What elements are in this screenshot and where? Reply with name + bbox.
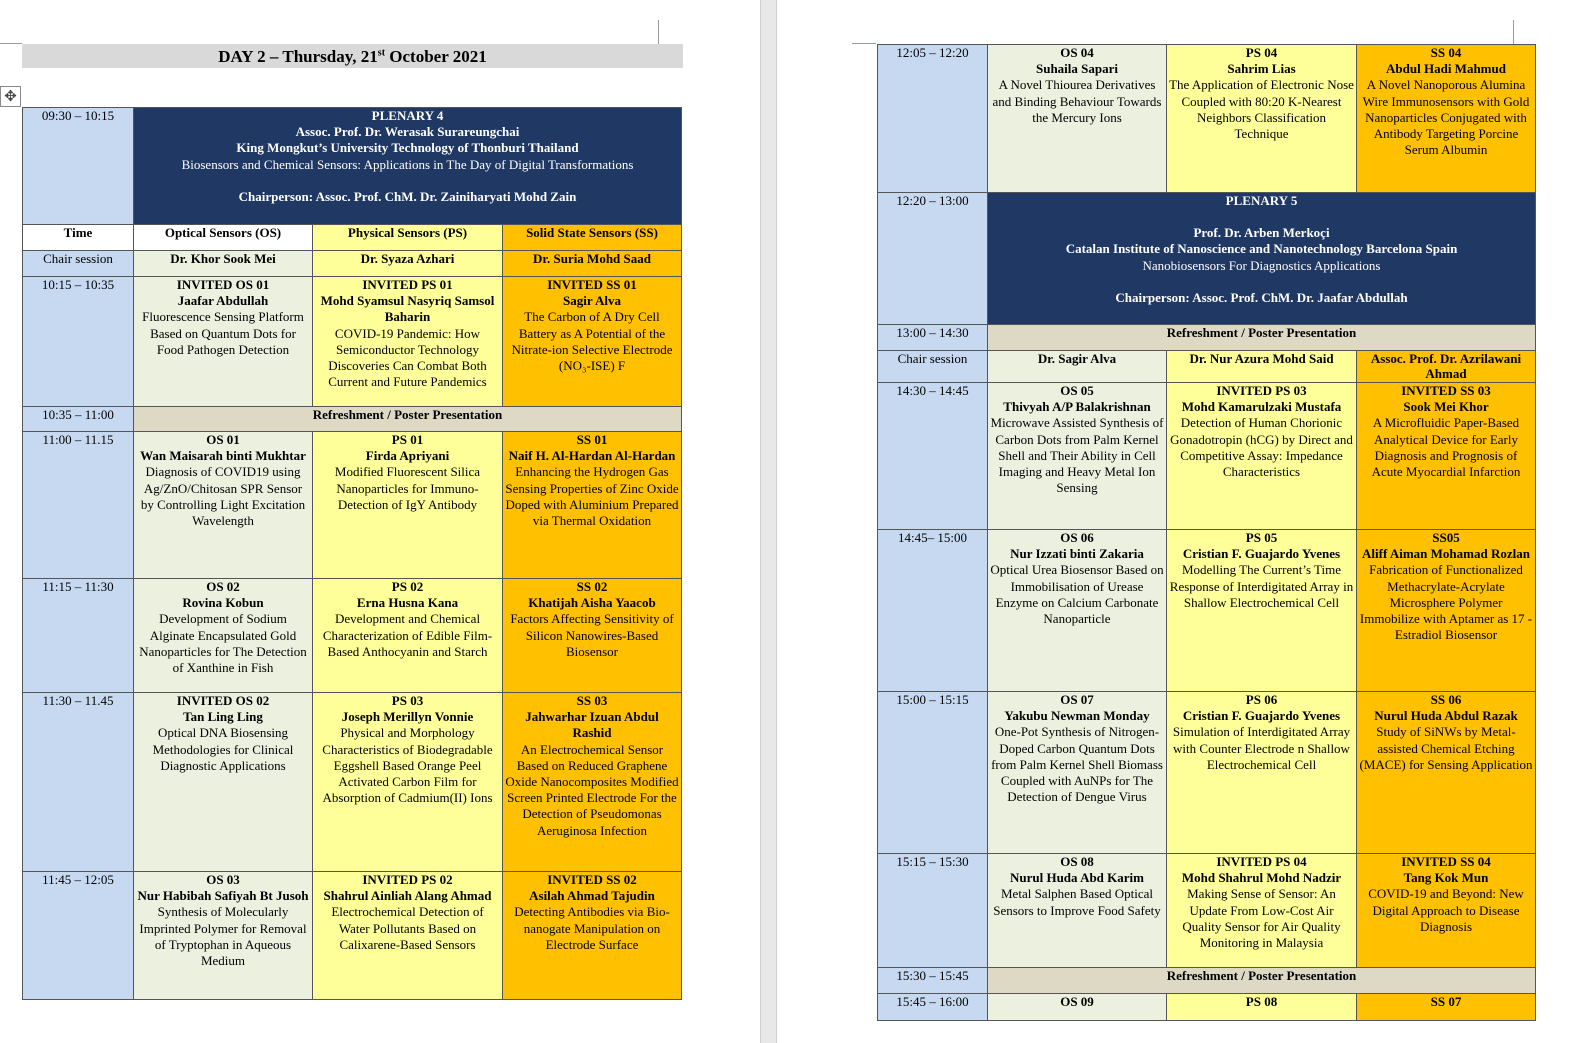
session-row [878,854,1536,968]
talk-author: Jaafar Abdullah [177,293,269,309]
talk-author: Mohd Shahrul Mohd Nadzir [1181,870,1342,886]
talk-author: Thivyah A/P Balakrishnan [1003,399,1151,415]
plenary-row [23,108,682,225]
session-row [878,994,1536,1021]
time-cell: 14:45– 15:00 [878,530,988,692]
talk-author: Firda Apriyani [365,448,450,464]
talk-code: INVITED PS 02 [362,872,453,887]
talk-cell-ss [1357,383,1536,530]
time-cell: 11:00 – 11.15 [23,432,134,579]
talk-title: Fabrication of Functionalized Methacrylate-Acrylate Microsphere Polymer Immobilize with Aptamer as 17 - Estradiol Biosensor [1359,562,1533,643]
talk-author: Tang Kok Mun [1403,870,1489,886]
session-row [878,530,1536,692]
session-row [23,872,682,1000]
plenary-chair: Chairperson: Assoc. Prof. ChM. Dr. Zainiharyati Mohd Zain [238,188,577,204]
plenary-title: PLENARY 4 [371,108,444,123]
move-arrows-icon: ✥ [4,87,17,105]
talk-code: INVITED PS 01 [362,277,453,292]
talk-cell-os [134,277,313,407]
talk-cell-os [988,530,1167,692]
schedule-table-day2-part2 [877,44,1536,1021]
talk-code: PS 05 [1245,530,1278,545]
day-heading-text: DAY 2 – Thursday, 21 [218,47,378,66]
session-row [878,383,1536,530]
refreshment-row [878,968,1536,994]
talk-title: COVID-19 Pandemic: How Semiconductor Technology Discoveries Can Combat Both Current and Future Pandemics [328,325,487,390]
talk-code: SS 02 [576,579,608,594]
talk-code: OS 08 [1060,854,1094,869]
talk-cell-ps [1167,692,1357,854]
talk-title: The Application of Electronic Nose Coupled with 80:20 K-Nearest Neighbors Classification Technique [1169,77,1354,142]
talk-title: Optical DNA Biosensing Methodologies for Clinical Diagnostic Applications [152,725,294,773]
day-heading-tail: October 2021 [385,47,487,66]
chair-session-row [878,351,1536,383]
talk-code: SS05 [1432,530,1460,545]
talk-code: OS 06 [1060,530,1094,545]
refreshment-cell: Refreshment / Poster Presentation [988,968,1536,994]
crop-mark [852,20,876,44]
session-row [23,579,682,693]
talk-cell-ps [313,432,503,579]
talk-author: Tan Ling Ling [183,709,263,725]
talk-title: Modelling The Current’s Time Response of Interdigitated Array in Shallow Electrochemical Cell [1169,562,1354,610]
day-heading-sup: st [377,47,386,59]
talk-author: Sook Mei Khor [1403,399,1489,415]
time-cell: 10:35 – 11:00 [23,407,134,432]
table-move-handle[interactable] [0,86,21,107]
talk-code: SS 04 [1430,45,1462,60]
talk-cell-ss [503,277,682,407]
talk-title: Electrochemical Detection of Water Pollutants Based on Calixarene-Based Sensors [331,904,484,952]
talk-author: Sagir Alva [563,293,621,309]
plenary-title: PLENARY 5 [1225,193,1298,208]
talk-code: PS 03 [391,693,424,708]
talk-author: Sahrim Lias [1227,61,1296,77]
session-row [878,45,1536,193]
session-row [23,432,682,579]
chair-ss: Assoc. Prof. Dr. Azrilawani Ahmad [1357,351,1536,383]
chair-ss: Dr. Suria Mohd Saad [503,251,682,277]
talk-code: PS 04 [1245,45,1278,60]
plenary-talk: Nanobiosensors For Diagnostics Applications [1142,257,1381,273]
talk-cell-ss [503,693,682,872]
talk-author: Mohd Syamsul Nasyriq Samsol Baharin [320,293,495,325]
talk-code: INVITED SS 04 [1401,854,1491,869]
time-cell: 11:30 – 11.45 [23,693,134,872]
document-page-2 [778,0,1595,1043]
talk-cell-ss [1357,692,1536,854]
time-cell: 15:00 – 15:15 [878,692,988,854]
talk-code: PS 08 [1167,994,1357,1021]
talk-cell-os [988,383,1167,530]
talk-title: Diagnosis of COVID19 using Ag/ZnO/Chitosan SPR Sensor by Controlling Light Excitation Wavelength [140,464,306,529]
talk-title: A Novel Nanoporous Alumina Wire Immunosensors with Gold Nanoparticles Conjugated with Antibody Targeting Porcine Serum Albumin [1362,77,1530,158]
time-cell: 11:45 – 12:05 [23,872,134,1000]
talk-code: SS 01 [576,432,608,447]
page-gutter [760,0,777,1043]
talk-code: SS 07 [1357,994,1536,1021]
talk-author: Wan Maisarah binti Mukhtar [140,448,306,464]
refreshment-row [23,407,682,432]
document-page-1 [0,0,760,1043]
talk-code: OS 01 [206,432,240,447]
talk-author: Aliff Aiman Mohamad Rozlan [1362,546,1530,562]
talk-title: Microwave Assisted Synthesis of Carbon Dots from Palm Kernel Shell and Their Ability in Cell Imaging and Heavy Metal Ion Sensing [990,415,1164,496]
session-row [23,693,682,872]
schedule-table-day2-part1 [22,107,682,1000]
talk-title: Making Sense of Sensor: An Update From Low-Cost Air Quality Sensor for Air Quality Monitoring in Malaysia [1182,886,1341,951]
talk-code: OS 07 [1060,692,1094,707]
talk-author: Rovina Kobun [182,595,264,611]
talk-title: Detecting Antibodies via Bio-nanogate Manipulation on Electrode Surface [514,904,670,952]
time-cell: 15:45 – 16:00 [878,994,988,1021]
talk-code: OS 09 [988,994,1167,1021]
talk-cell-os [988,692,1167,854]
refreshment-row [878,325,1536,351]
time-cell: 15:30 – 15:45 [878,968,988,994]
talk-title: The Carbon of A Dry Cell Battery as A Potential of the Nitrate-ion Selective Electrode (NO₃-ISE) F [511,309,673,374]
time-cell: 10:15 – 10:35 [23,277,134,407]
crop-mark [0,20,22,44]
talk-title: Study of SiNWs by Metal-assisted Chemical Etching (MACE) for Sensing Application [1359,724,1533,772]
talk-cell-ps [1167,854,1357,968]
talk-cell-ss [1357,854,1536,968]
talk-cell-os [988,854,1167,968]
talk-title: Fluorescence Sensing Platform Based on Quantum Dots for Food Pathogen Detection [142,309,304,357]
talk-author: Jahwarhar Izuan Abdul Rashid [525,709,659,741]
talk-code: INVITED OS 02 [176,693,270,708]
talk-title: Development of Sodium Alginate Encapsulated Gold Nanoparticles for The Detection of Xanthine in Fish [139,611,307,676]
talk-title: Enhancing the Hydrogen Gas Sensing Properties of Zinc Oxide Doped with Aluminium Prepared via Thermal Oxidation [505,464,679,529]
talk-cell-ss [503,579,682,693]
header-ss: Solid State Sensors (SS) [503,225,682,251]
talk-author: Cristian F. Guajardo Yvenes [1182,708,1341,724]
talk-author: Erna Husna Kana [356,595,459,611]
crop-mark [658,20,682,44]
talk-author: Asilah Ahmad Tajudin [529,888,655,904]
column-header-row [23,225,682,251]
time-cell: 13:00 – 14:30 [878,325,988,351]
talk-cell-os [134,432,313,579]
plenary-affiliation: Catalan Institute of Nanoscience and Nanotechnology Barcelona Spain [1065,241,1458,257]
talk-cell-os [134,579,313,693]
talk-cell-os [134,693,313,872]
plenary-speaker: Assoc. Prof. Dr. Werasak Surareungchai [295,124,520,140]
talk-author: Cristian F. Guajardo Yvenes [1182,546,1341,562]
talk-code: INVITED PS 03 [1216,383,1307,398]
time-cell: 15:15 – 15:30 [878,854,988,968]
talk-cell-os [134,872,313,1000]
plenary-affiliation: King Mongkut’s University Technology of Thonburi Thailand [236,140,579,156]
talk-author: Nur Habibah Safiyah Bt Jusoh [137,888,309,904]
session-row [23,277,682,407]
talk-title: Physical and Morphology Characteristics of Biodegradable Eggshell Based Orange Peel Activated Carbon Film for Absorption of Cadmium(II) Ions [322,725,493,806]
talk-code: OS 03 [206,872,240,887]
crop-mark [1513,20,1537,44]
talk-title: Factors Affecting Sensitivity of Silicon Nanowires-Based Biosensor [510,611,674,659]
talk-code: OS 04 [1060,45,1094,60]
talk-title: Development and Chemical Characterization of Edible Film-Based Anthocyanin and Starch [322,611,493,659]
talk-code: PS 02 [391,579,424,594]
time-cell: 09:30 – 10:15 [23,108,134,225]
talk-cell-ps [1167,383,1357,530]
talk-cell-ss [503,872,682,1000]
header-ps: Physical Sensors (PS) [313,225,503,251]
plenary-row [878,193,1536,325]
talk-author: Joseph Merillyn Vonnie [341,709,474,725]
time-cell: 14:30 – 14:45 [878,383,988,530]
chair-session-label: Chair session [878,351,988,383]
talk-author: Yakubu Newman Monday [1004,708,1150,724]
chair-session-label: Chair session [23,251,134,277]
talk-author: Mohd Kamarulzaki Mustafa [1181,399,1342,415]
talk-title: Optical Urea Biosensor Based on Immobilisation of Urease Enzyme on Calcium Carbonate Nanoparticle [990,562,1164,627]
talk-code: SS 06 [1430,692,1462,707]
talk-author: Nurul Huda Abdul Razak [1374,708,1518,724]
talk-title: A Microfluidic Paper-Based Analytical Device for Early Diagnosis and Prognosis of Acute Myocardial Infarction [1371,415,1521,480]
talk-cell-ps [313,277,503,407]
plenary-speaker: Prof. Dr. Arben Merkoçi [1193,225,1330,241]
talk-title: An Electrochemical Sensor Based on Reduced Graphene Oxide Nanocomposites Modified Screen Printed Electrode For the Detection of Pseudomonas Aeruginosa Infection [505,741,679,838]
day-heading [22,44,683,68]
talk-cell-ss [503,432,682,579]
talk-title: COVID-19 and Beyond: New Digital Approach to Disease Diagnosis [1368,886,1524,934]
talk-cell-ps [313,872,503,1000]
header-time: Time [23,225,134,251]
talk-cell-ss [1357,45,1536,193]
plenary-cell [134,108,682,225]
header-os: Optical Sensors (OS) [134,225,313,251]
talk-title: Simulation of Interdigitated Array with Counter Electrode n Shallow Electrochemical Cell [1172,724,1351,772]
talk-title: Modified Fluorescent Silica Nanoparticles for Immuno-Detection of IgY Antibody [334,464,481,512]
talk-code: INVITED OS 01 [176,277,270,292]
talk-author: Shahrul Ainliah Alang Ahmad [323,888,492,904]
time-cell: 12:05 – 12:20 [878,45,988,193]
talk-code: OS 02 [206,579,240,594]
plenary-chair: Chairperson: Assoc. Prof. ChM. Dr. Jaafar Abdullah [1115,289,1408,305]
talk-author: Nur Izzati binti Zakaria [1010,546,1144,562]
talk-cell-os [988,45,1167,193]
talk-code: SS 03 [576,693,608,708]
talk-cell-ps [313,579,503,693]
talk-author: Naif H. Al-Hardan Al-Hardan [508,448,676,464]
talk-code: OS 05 [1060,383,1094,398]
chair-os: Dr. Sagir Alva [988,351,1167,383]
talk-code: INVITED SS 01 [547,277,637,292]
time-cell: 12:20 – 13:00 [878,193,988,325]
chair-os: Dr. Khor Sook Mei [134,251,313,277]
chair-ps: Dr. Nur Azura Mohd Said [1167,351,1357,383]
talk-author: Abdul Hadi Mahmud [1386,61,1506,77]
chair-session-row [23,251,682,277]
refreshment-cell: Refreshment / Poster Presentation [988,325,1536,351]
talk-code: INVITED PS 04 [1216,854,1307,869]
plenary-cell [988,193,1536,325]
talk-code: PS 06 [1245,692,1278,707]
talk-cell-ps [1167,530,1357,692]
talk-cell-ps [1167,45,1357,193]
session-row [878,692,1536,854]
plenary-talk: Biosensors and Chemical Sensors: Applications in The Day of Digital Transformations [181,156,634,172]
chair-ps: Dr. Syaza Azhari [313,251,503,277]
talk-code: INVITED SS 02 [547,872,637,887]
time-cell: 11:15 – 11:30 [23,579,134,693]
talk-title: One-Pot Synthesis of Nitrogen-Doped Carbon Quantum Dots from Palm Kernel Shell Biomass Coupled with AuNPs for The Detection of Dengue Virus [991,724,1163,805]
talk-title: Detection of Human Chorionic Gonadotropin (hCG) by Direct and Competitive Assay: Impedance Characteristics [1170,415,1353,480]
talk-author: Suhaila Sapari [1035,61,1118,77]
refreshment-cell: Refreshment / Poster Presentation [134,407,682,432]
talk-cell-ps [313,693,503,872]
talk-cell-ss [1357,530,1536,692]
talk-title: A Novel Thiourea Derivatives and Binding Behaviour Towards the Mercury Ions [992,77,1162,125]
talk-code: PS 01 [391,432,424,447]
talk-title: Synthesis of Molecularly Imprinted Polymer for Removal of Tryptophan in Aqueous Medium [139,904,307,969]
talk-author: Khatijah Aisha Yaacob [528,595,656,611]
talk-author: Nurul Huda Abd Karim [1009,870,1144,886]
talk-title: Metal Salphen Based Optical Sensors to Improve Food Safety [993,886,1161,918]
talk-code: INVITED SS 03 [1401,383,1491,398]
